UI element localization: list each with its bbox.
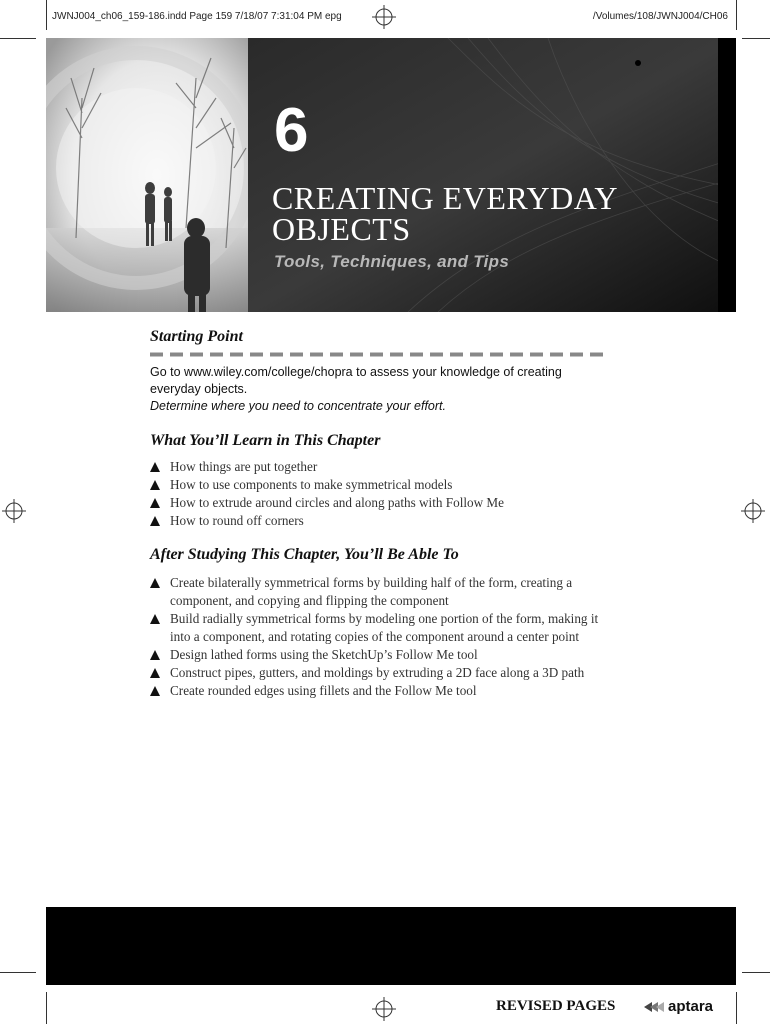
bullet-triangle-icon — [150, 516, 160, 526]
bullet-triangle-icon — [150, 668, 160, 678]
able-heading: After Studying This Chapter, You’ll Be Able To — [150, 546, 459, 563]
crop-mark — [0, 972, 36, 973]
learn-list — [150, 458, 610, 530]
chapter-title-line: OBJECTS — [272, 211, 411, 247]
bullet-triangle-icon — [150, 614, 160, 624]
crop-mark — [46, 992, 47, 1024]
registration-mark-icon — [372, 997, 396, 1021]
chapter-banner — [46, 38, 736, 312]
starting-point-heading: Starting Point — [150, 328, 243, 345]
registration-mark-icon — [741, 499, 765, 523]
bullet-triangle-icon — [150, 498, 160, 508]
slug-left: JWNJ004_ch06_159-186.indd Page 159 7/18/07 7:31:04 PM epg — [52, 11, 342, 22]
list-item: Create rounded edges using fillets and the Follow Me tool — [150, 682, 610, 700]
able-list — [150, 574, 610, 700]
list-item: Create bilaterally symmetrical forms by building half of the form, creating a component, and copying and flipping the component — [150, 574, 610, 610]
list-item: How things are put together — [150, 458, 610, 476]
bullet-triangle-icon — [150, 480, 160, 490]
slug-right: /Volumes/108/JWNJ004/CH06 — [592, 11, 728, 22]
list-item: How to extrude around circles and along paths with Follow Me — [150, 494, 610, 512]
crop-mark — [736, 0, 737, 30]
bullet-triangle-icon — [150, 650, 160, 660]
crop-mark — [742, 38, 770, 39]
street-photo-image — [46, 38, 248, 312]
starting-point-italic-text: Determine where you need to concentrate your effort. — [150, 399, 446, 413]
crop-mark — [742, 972, 770, 973]
crop-mark — [736, 992, 737, 1024]
dashed-divider — [150, 352, 610, 357]
bullet-triangle-icon — [150, 686, 160, 696]
chapter-number: 6 — [274, 96, 309, 165]
list-item: How to round off corners — [150, 512, 610, 530]
list-item: Build radially symmetrical forms by modeling one portion of the form, making it into a component, and rotating copies of the component around a center point — [150, 610, 610, 646]
revised-pages-label: REVISED PAGES — [496, 998, 616, 1014]
starting-point-text — [150, 364, 610, 415]
bullet-triangle-icon — [150, 578, 160, 588]
starting-point-link-text: Go to www.wiley.com/college/chopra to assess your knowledge of creating everyday objects. — [150, 365, 562, 396]
chapter-subtitle: Tools, Techniques, and Tips — [274, 252, 510, 271]
aptara-logo-icon — [644, 1001, 664, 1013]
aptara-brand: aptara — [668, 998, 714, 1015]
footer-bar — [46, 907, 736, 985]
list-item: Construct pipes, gutters, and moldings by extruding a 2D face along a 3D path — [150, 664, 610, 682]
bullet-triangle-icon — [150, 462, 160, 472]
crop-mark — [46, 0, 47, 30]
crop-mark — [0, 38, 36, 39]
chapter-title — [272, 180, 618, 247]
chapter-title-line: CREATING EVERYDAY — [272, 180, 618, 216]
list-item: Design lathed forms using the SketchUp’s Follow Me tool — [150, 646, 610, 664]
learn-heading: What You’ll Learn in This Chapter — [150, 432, 381, 449]
registration-mark-icon — [2, 499, 26, 523]
registration-mark-icon — [372, 5, 396, 29]
list-item: How to use components to make symmetrical models — [150, 476, 610, 494]
